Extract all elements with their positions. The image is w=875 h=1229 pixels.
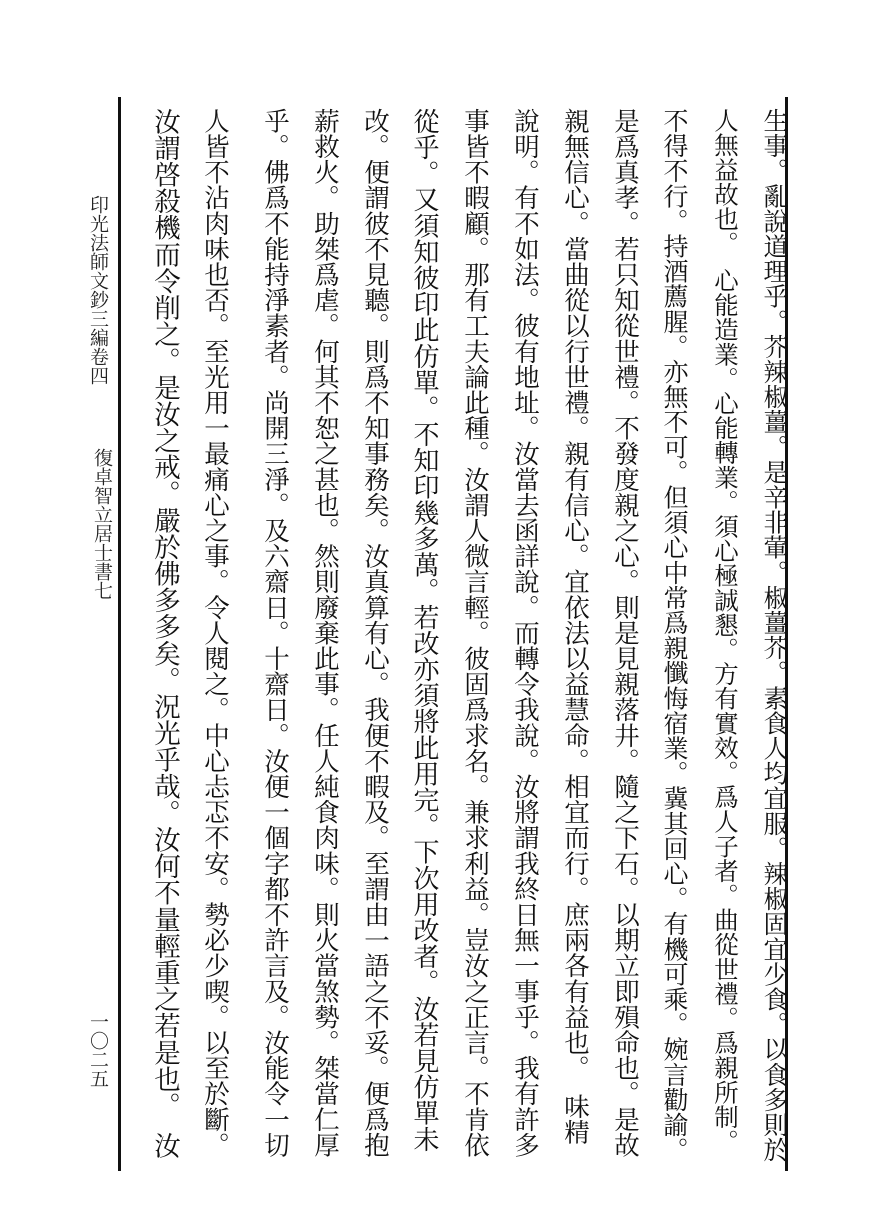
text-column: 不得不行。持酒薦腥。亦無不可。但須心中常爲親懺悔宿業。冀其回心。有機可乘。婉言勸諭。 <box>660 108 689 1163</box>
text-column: 生事。亂說道理乎。芥辣椒薑。是辛非葷。椒薑芥。素食人均宜服。辣椒固宜少食。以食多則於 <box>760 108 789 1163</box>
page-number: 一〇二五 <box>87 1012 109 1088</box>
text-column: 人無益故也。 心能造業。心能轉業。須心極誠懇。方有實效。爲人子者。曲從世禮。爲親所制。 <box>711 108 740 1154</box>
text-column: 改。便謂彼不見聽。則爲不知事務矣。汝真算有心。我便不暇及。至謂由一語之不妥。便爲抱 <box>360 108 390 1158</box>
text-column: 汝謂啓殺機而令削之。是汝之戒。嚴於佛多多矣。況光乎哉。汝何不量輕重之若是也。 汝 <box>149 108 180 1159</box>
text-column: 說明。有不如法。彼有地址。汝當去函詳說。而轉令我說。汝將謂我終日無一事乎。我有許多 <box>510 108 540 1158</box>
text-column: 薪救火。助桀爲虐。何其不恕之甚也。然則廢棄此事。任人純食肉味。則火當煞勢。桀當仁厚 <box>310 108 340 1158</box>
text-column: 事皆不暇顧。那有工夫論此種。汝謂人微言輕。彼固爲求名。兼求利益。豈汝之正言。不肯依 <box>460 108 490 1158</box>
letter-title: 復卓智立居士書七 <box>91 448 113 600</box>
text-column: 親無信心。當曲從以行世禮。親有信心。宜依法以益慧命。相宜而行。庶兩各有益也。 味精 <box>560 108 590 1145</box>
text-column: 人皆不沾肉味也否。至光用一最痛心之事。令人閱之。中心忐忑不安。勢必少喫。以至於斷。 <box>200 108 230 1158</box>
book-title: 印光法師文鈔三編卷四 <box>87 195 109 385</box>
text-column: 從乎。又須知彼印此仿單。不知印幾多萬。若改亦須將此用完。下次用改者。汝若見仿單未 <box>409 108 439 1152</box>
text-column: 乎。佛爲不能持淨素者。尚開三淨。及六齋日。十齋日。汝便一個字都不許言及。汝能令一切 <box>260 108 290 1158</box>
text-column: 是爲真孝。若只知從世禮。不發度親之心。則是見親落井。隨之下石。以期立即殞命也。是故 <box>610 108 640 1158</box>
